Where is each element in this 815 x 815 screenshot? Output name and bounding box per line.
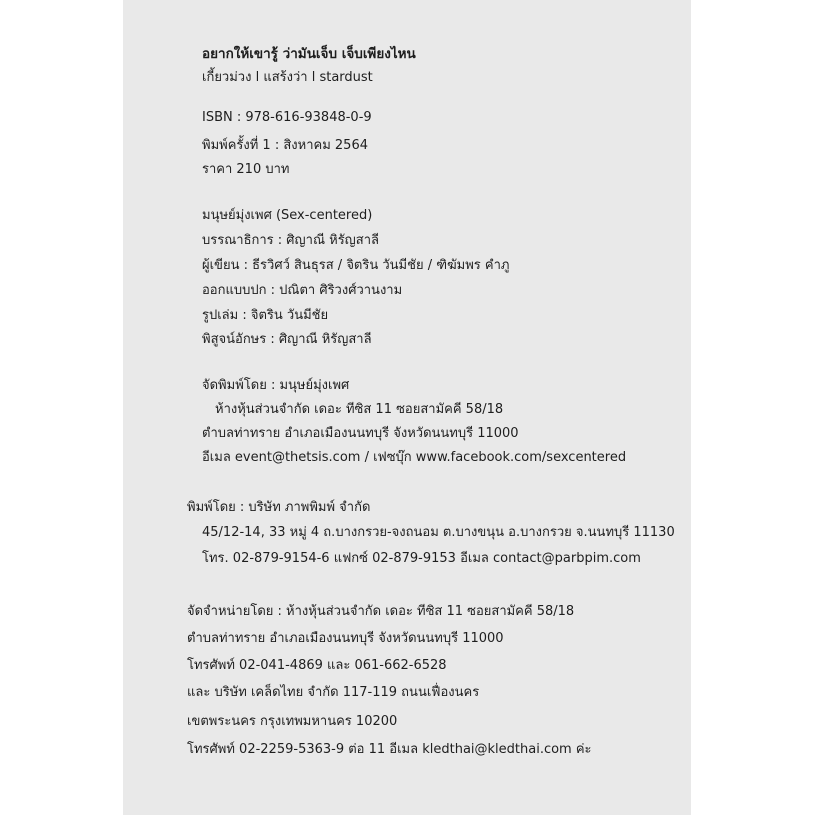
price: ราคา 210 บาท — [202, 162, 290, 177]
series-name: มนุษย์มุ่งเพศ (Sex-centered) — [202, 208, 373, 223]
copyright-page — [123, 0, 691, 815]
cover-design-credit: ออกแบบปก : ปณิตา ศิริวงศ์วานงาม — [202, 283, 403, 298]
printer-address: 45/12-14, 33 หมู่ 4 ถ.บางกรวย-จงถนอม ต.บางขนุน อ.บางกรวย จ.นนทบุรี 11130 — [202, 525, 675, 540]
isbn: ISBN : 978-616-93848-0-9 — [202, 110, 372, 125]
edition: พิมพ์ครั้งที่ 1 : สิงหาคม 2564 — [202, 138, 368, 153]
publisher-contact: อีเมล event@thetsis.com / เฟซบุ๊ก www.facebook.com/sexcentered — [202, 450, 627, 465]
distributor-line: จัดจำหน่ายโดย : ห้างหุ้นส่วนจำกัด เดอะ ทีซิส 11 ซอยสามัคคี 58/18 — [187, 604, 575, 619]
publisher-address-2: ตำบลท่าทราย อำเภอเมืองนนทบุรี จังหวัดนนทบุรี 11000 — [202, 426, 519, 441]
distributor-second-contact: โทรศัพท์ 02-2259-5363-9 ต่อ 11 อีเมล kledthai@kledthai.com ค่ะ — [187, 742, 592, 757]
publisher-address-1: ห้างหุ้นส่วนจำกัด เดอะ ทีซิส 11 ซอยสามัคคี 58/18 — [215, 402, 504, 417]
distributor-address: ตำบลท่าทราย อำเภอเมืองนนทบุรี จังหวัดนนทบุรี 11000 — [187, 631, 504, 646]
editor-credit: บรรณาธิการ : ศิญาณี หิรัญสาลี — [202, 233, 379, 248]
proofreader-credit: พิสูจน์อักษร : ศิญาณี หิรัญสาลี — [202, 332, 372, 347]
layout-credit: รูปเล่ม : จิตริน วันมีชัย — [202, 308, 329, 323]
distributor-second-company: และ บริษัท เคล็ดไทย จำกัด 117-119 ถนนเฟื่องนคร — [187, 685, 480, 700]
book-title: อยากให้เขารู้ ว่ามันเจ็บ เจ็บเพียงไหน — [202, 46, 416, 62]
printer-line: พิมพ์โดย : บริษัท ภาพพิมพ์ จำกัด — [187, 500, 371, 515]
printer-contact: โทร. 02-879-9154-6 แฟกซ์ 02-879-9153 อีเมล contact@parbpim.com — [202, 551, 641, 566]
distributor-phone: โทรศัพท์ 02-041-4869 และ 061-662-6528 — [187, 658, 447, 673]
distributor-second-address: เขตพระนคร กรุงเทพมหานคร 10200 — [187, 714, 398, 729]
publisher-line: จัดพิมพ์โดย : มนุษย์มุ่งเพศ — [202, 378, 350, 393]
authors-line: เกี้ยวม่วง l แสร้งว่า l stardust — [202, 70, 373, 85]
writers-credit: ผู้เขียน : ธีรวิศว์ สินธุรส / จิตริน วันมีชัย / ฑิฆัมพร คำภู — [202, 258, 510, 273]
